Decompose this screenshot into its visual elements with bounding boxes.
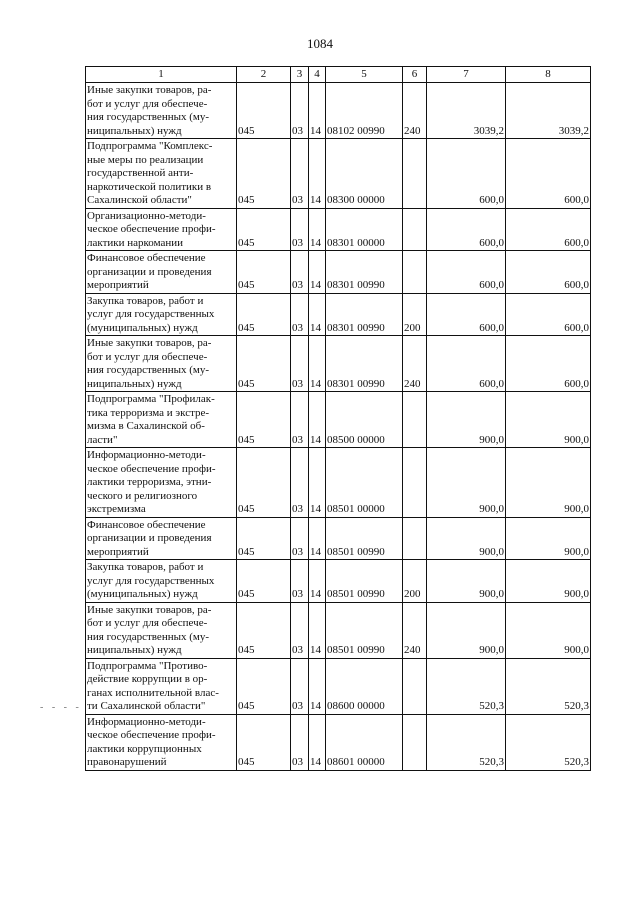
item-name-cell: [86, 83, 237, 139]
item-name-line: Финансовое обеспечение: [87, 252, 206, 264]
budget-table: [85, 66, 591, 771]
amount-cell: 3039,2: [506, 83, 591, 139]
expense-type-cell: [403, 251, 427, 294]
subsection-code-cell: 14: [309, 139, 326, 209]
section-code-cell: 03: [291, 448, 309, 518]
ministry-code-cell: 045: [237, 336, 291, 392]
item-name-line: Информационно-методи-: [87, 449, 206, 461]
item-name-cell: [86, 560, 237, 603]
item-name-cell: [86, 602, 237, 658]
table-row: [86, 560, 591, 603]
target-item-code-cell: 08301 00000: [326, 208, 403, 251]
section-code-cell: 03: [291, 293, 309, 336]
ministry-code-cell: 045: [237, 658, 291, 714]
item-name-line: ческое обеспечение профи-: [87, 462, 216, 475]
item-name-line: действие коррупции в ор-: [87, 673, 208, 685]
item-name-line: организации и проведения: [87, 265, 212, 278]
item-name-line: Организационно-методи-: [87, 209, 206, 222]
item-name-cell: [86, 392, 237, 448]
expense-type-cell: [403, 392, 427, 448]
amount-cell: 600,0: [427, 293, 506, 336]
target-item-code-cell: 08600 00000: [326, 658, 403, 714]
column-header-4: 4: [309, 67, 326, 83]
amount-cell: 520,3: [506, 658, 591, 714]
item-name-line: ниципальных) нужд: [87, 124, 182, 137]
amount-cell: 600,0: [427, 139, 506, 209]
ministry-code-cell: 045: [237, 251, 291, 294]
subsection-code-cell: 14: [309, 602, 326, 658]
item-name-line: (муниципальных) нужд: [87, 588, 198, 600]
target-item-code-cell: 08300 00000: [326, 139, 403, 209]
table-row: [86, 658, 591, 714]
amount-cell: 600,0: [506, 336, 591, 392]
amount-cell: 900,0: [427, 602, 506, 658]
expense-type-cell: 240: [403, 83, 427, 139]
amount-cell: 600,0: [427, 251, 506, 294]
target-item-code-cell: 08102 00990: [326, 83, 403, 139]
section-code-cell: 03: [291, 336, 309, 392]
ministry-code-cell: 045: [237, 602, 291, 658]
amount-cell: 600,0: [506, 208, 591, 251]
section-code-cell: 03: [291, 208, 309, 251]
item-name-line: Информационно-методи-: [87, 715, 206, 728]
amount-cell: 600,0: [506, 251, 591, 294]
section-code-cell: 03: [291, 714, 309, 770]
section-code-cell: 03: [291, 517, 309, 560]
item-name-line: ческое обеспечение профи-: [87, 729, 216, 741]
item-name-line: государственной анти-: [87, 167, 194, 179]
item-name-line: мизма в Сахалинской об-: [87, 420, 205, 432]
amount-cell: 900,0: [427, 517, 506, 560]
column-header-2: 2: [237, 67, 291, 83]
expense-type-cell: [403, 448, 427, 518]
table-row: [86, 517, 591, 560]
item-name-line: услуг для государственных: [87, 574, 215, 587]
column-header-6: 6: [403, 67, 427, 83]
item-name-line: ниципальных) нужд: [87, 377, 182, 390]
amount-cell: 520,3: [427, 658, 506, 714]
item-name-line: лактики коррупционных: [87, 742, 202, 755]
table-row: [86, 139, 591, 209]
ministry-code-cell: 045: [237, 560, 291, 603]
item-name-cell: [86, 517, 237, 560]
amount-cell: 520,3: [506, 714, 591, 770]
item-name-line: лактики наркомании: [87, 236, 184, 249]
item-name-line: ные меры по реализации: [87, 153, 204, 166]
item-name-line: Иные закупки товаров, ра-: [87, 603, 212, 616]
table-row: [86, 208, 591, 251]
column-header-3: 3: [291, 67, 309, 83]
item-name-line: Иные закупки товаров, ра-: [87, 337, 212, 349]
item-name-line: наркотической политики в: [87, 180, 212, 193]
column-header-1: 1: [86, 67, 237, 83]
subsection-code-cell: 14: [309, 448, 326, 518]
ministry-code-cell: 045: [237, 139, 291, 209]
item-name-line: Закупка товаров, работ и: [87, 294, 204, 307]
item-name-line: правонарушений: [87, 756, 167, 768]
item-name-line: ти Сахалинской области": [87, 700, 206, 712]
table-body: [86, 83, 591, 771]
item-name-line: ганах исполнительной влас-: [87, 686, 219, 699]
item-name-line: лактики терроризма, этни-: [87, 476, 212, 488]
target-item-code-cell: 08301 00990: [326, 251, 403, 294]
amount-cell: 900,0: [427, 448, 506, 518]
item-name-cell: [86, 208, 237, 251]
item-name-line: организации и проведения: [87, 532, 212, 544]
amount-cell: 3039,2: [427, 83, 506, 139]
expense-type-cell: [403, 714, 427, 770]
column-header-8: 8: [506, 67, 591, 83]
item-name-line: тика терроризма и экстре-: [87, 406, 210, 419]
expense-type-cell: [403, 658, 427, 714]
item-name-line: мероприятий: [87, 545, 149, 558]
item-name-line: экстремизма: [87, 503, 146, 515]
section-code-cell: 03: [291, 83, 309, 139]
amount-cell: 900,0: [427, 392, 506, 448]
item-name-line: Подпрограмма "Комплекс-: [87, 140, 213, 152]
item-name-line: Иные закупки товаров, ра-: [87, 84, 212, 96]
section-code-cell: 03: [291, 602, 309, 658]
item-name-cell: [86, 336, 237, 392]
item-name-line: ниципальных) нужд: [87, 644, 182, 656]
target-item-code-cell: 08500 00000: [326, 392, 403, 448]
ministry-code-cell: 045: [237, 83, 291, 139]
target-item-code-cell: 08501 00990: [326, 602, 403, 658]
subsection-code-cell: 14: [309, 560, 326, 603]
item-name-line: бот и услуг для обеспече-: [87, 97, 208, 110]
item-name-line: Подпрограмма "Профилак-: [87, 393, 215, 405]
amount-cell: 900,0: [506, 560, 591, 603]
item-name-cell: [86, 658, 237, 714]
subsection-code-cell: 14: [309, 336, 326, 392]
subsection-code-cell: 14: [309, 517, 326, 560]
subsection-code-cell: 14: [309, 251, 326, 294]
item-name-cell: [86, 293, 237, 336]
target-item-code-cell: 08501 00990: [326, 560, 403, 603]
table-row: [86, 83, 591, 139]
expense-type-cell: 200: [403, 293, 427, 336]
ministry-code-cell: 045: [237, 392, 291, 448]
expense-type-cell: 240: [403, 336, 427, 392]
item-name-line: Сахалинской области": [87, 194, 192, 206]
expense-type-cell: 200: [403, 560, 427, 603]
item-name-line: Подпрограмма "Противо-: [87, 659, 208, 672]
amount-cell: 600,0: [506, 293, 591, 336]
column-header-5: 5: [326, 67, 403, 83]
ministry-code-cell: 045: [237, 293, 291, 336]
subsection-code-cell: 14: [309, 714, 326, 770]
table-row: [86, 336, 591, 392]
section-code-cell: 03: [291, 251, 309, 294]
expense-type-cell: [403, 139, 427, 209]
amount-cell: 600,0: [427, 208, 506, 251]
target-item-code-cell: 08301 00990: [326, 293, 403, 336]
ministry-code-cell: 045: [237, 208, 291, 251]
target-item-code-cell: 08501 00990: [326, 517, 403, 560]
item-name-line: ния государственных (му-: [87, 364, 210, 376]
table-row: [86, 602, 591, 658]
item-name-line: мероприятий: [87, 279, 149, 291]
item-name-line: ческое обеспечение профи-: [87, 223, 216, 235]
header-row: [86, 67, 591, 83]
item-name-line: ласти": [87, 433, 118, 446]
table-row: [86, 392, 591, 448]
ministry-code-cell: 045: [237, 517, 291, 560]
item-name-line: Финансовое обеспечение: [87, 518, 206, 531]
subsection-code-cell: 14: [309, 293, 326, 336]
item-name-line: ния государственных (му-: [87, 111, 210, 123]
subsection-code-cell: 14: [309, 658, 326, 714]
item-name-line: ния государственных (му-: [87, 630, 210, 643]
table-row: [86, 714, 591, 770]
column-header-7: 7: [427, 67, 506, 83]
target-item-code-cell: 08601 00000: [326, 714, 403, 770]
item-name-line: бот и услуг для обеспече-: [87, 617, 208, 629]
expense-type-cell: 240: [403, 602, 427, 658]
amount-cell: 520,3: [427, 714, 506, 770]
scan-mark: - - - -: [40, 702, 82, 713]
amount-cell: 900,0: [506, 602, 591, 658]
subsection-code-cell: 14: [309, 83, 326, 139]
target-item-code-cell: 08301 00990: [326, 336, 403, 392]
item-name-line: услуг для государственных: [87, 308, 215, 320]
section-code-cell: 03: [291, 392, 309, 448]
target-item-code-cell: 08501 00000: [326, 448, 403, 518]
item-name-cell: [86, 448, 237, 518]
amount-cell: 900,0: [427, 560, 506, 603]
expense-type-cell: [403, 208, 427, 251]
subsection-code-cell: 14: [309, 392, 326, 448]
ministry-code-cell: 045: [237, 714, 291, 770]
table-row: [86, 251, 591, 294]
table-row: [86, 293, 591, 336]
ministry-code-cell: 045: [237, 448, 291, 518]
subsection-code-cell: 14: [309, 208, 326, 251]
item-name-line: Закупка товаров, работ и: [87, 561, 204, 573]
section-code-cell: 03: [291, 139, 309, 209]
amount-cell: 900,0: [506, 448, 591, 518]
item-name-line: бот и услуг для обеспече-: [87, 350, 208, 363]
amount-cell: 600,0: [506, 139, 591, 209]
item-name-cell: [86, 251, 237, 294]
item-name-cell: [86, 714, 237, 770]
section-code-cell: 03: [291, 560, 309, 603]
item-name-cell: [86, 139, 237, 209]
amount-cell: 600,0: [427, 336, 506, 392]
item-name-line: (муниципальных) нужд: [87, 321, 198, 334]
amount-cell: 900,0: [506, 517, 591, 560]
item-name-line: ческого и религиозного: [87, 489, 198, 502]
table-row: [86, 448, 591, 518]
expense-type-cell: [403, 517, 427, 560]
page-number: 1084: [307, 36, 333, 51]
section-code-cell: 03: [291, 658, 309, 714]
amount-cell: 900,0: [506, 392, 591, 448]
